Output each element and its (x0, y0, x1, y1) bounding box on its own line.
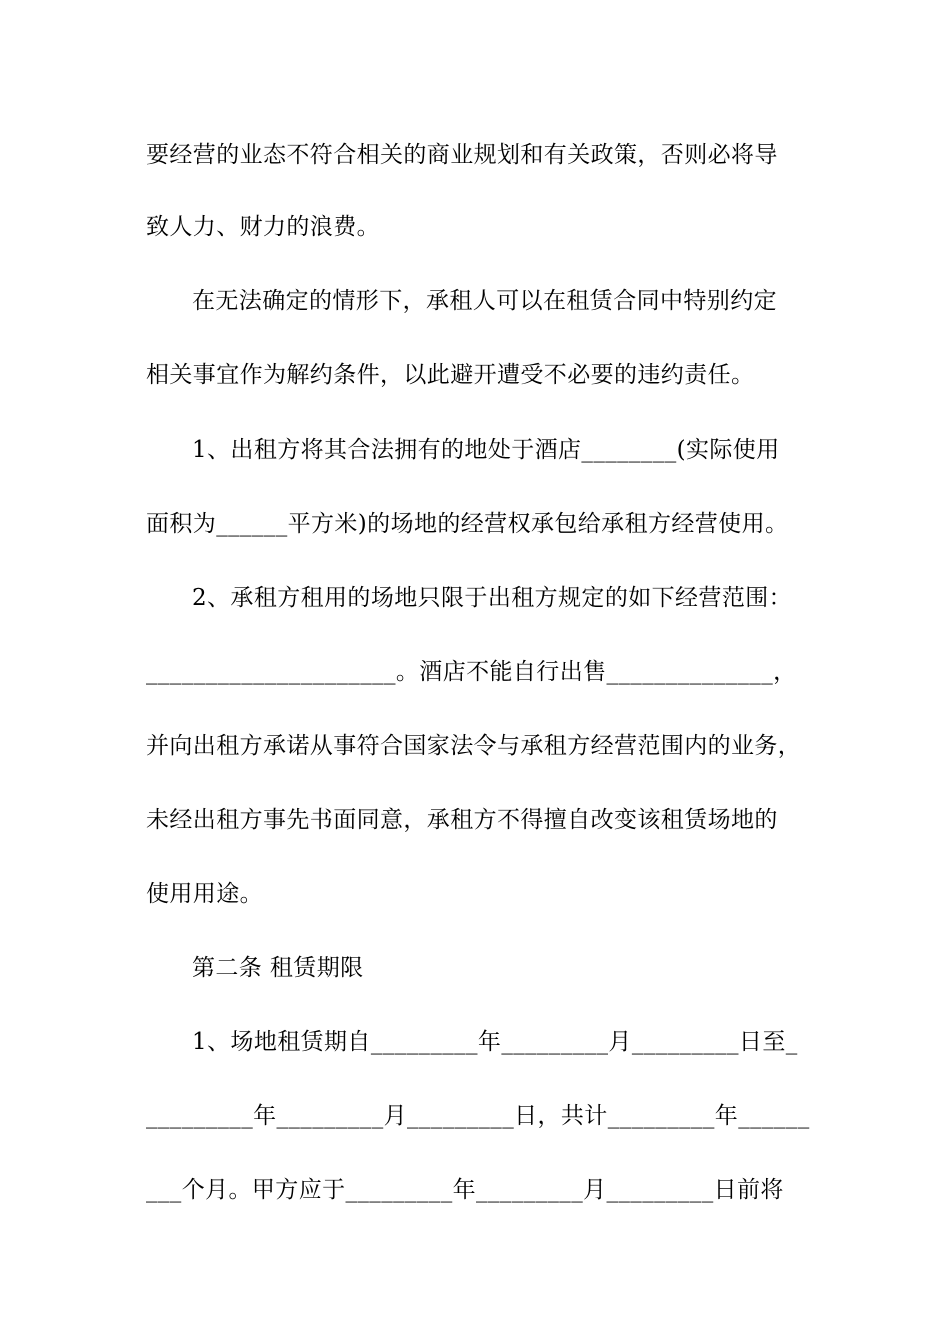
clause-1-line-1: 1、出租方将其合法拥有的地处于酒店________(实际使用 (192, 437, 780, 463)
paragraph-line-3: 在无法确定的情形下，承租人可以在租赁合同中特别约定 (192, 288, 777, 314)
paragraph-line-2: 致人力、财力的浪费。 (146, 214, 380, 240)
term-clause-line-1: 1、场地租赁期自_________年_________月_________日至_ (192, 1029, 798, 1055)
paragraph-line-1: 要经营的业态不符合相关的商业规划和有关政策，否则必将导 (146, 142, 778, 168)
clause-1-line-2: 面积为______平方米)的场地的经营权承包给承租方经营使用。 (146, 511, 789, 537)
clause-2-line-5: 使用用途。 (146, 881, 263, 907)
clause-2-line-4: 未经出租方事先书面同意，承租方不得擅自改变该租赁场地的 (146, 807, 778, 833)
term-clause-line-3: ___个月。甲方应于_________年_________月_________日前将 (146, 1177, 784, 1203)
term-clause-line-2: _________年_________月_________日，共计_________年______ (146, 1103, 810, 1129)
clause-2-line-3: 并向出租方承诺从事符合国家法令与承租方经营范围内的业务， (146, 733, 802, 759)
paragraph-line-4: 相关事宜作为解约条件，以此避开遭受不必要的违约责任。 (146, 362, 755, 388)
section-heading: 第二条 租赁期限 (192, 955, 364, 981)
clause-2-line-2: _____________________。酒店不能自行出售______________， (146, 659, 797, 685)
clause-2-line-1: 2、承租方租用的场地只限于出租方规定的如下经营范围： (192, 585, 793, 611)
